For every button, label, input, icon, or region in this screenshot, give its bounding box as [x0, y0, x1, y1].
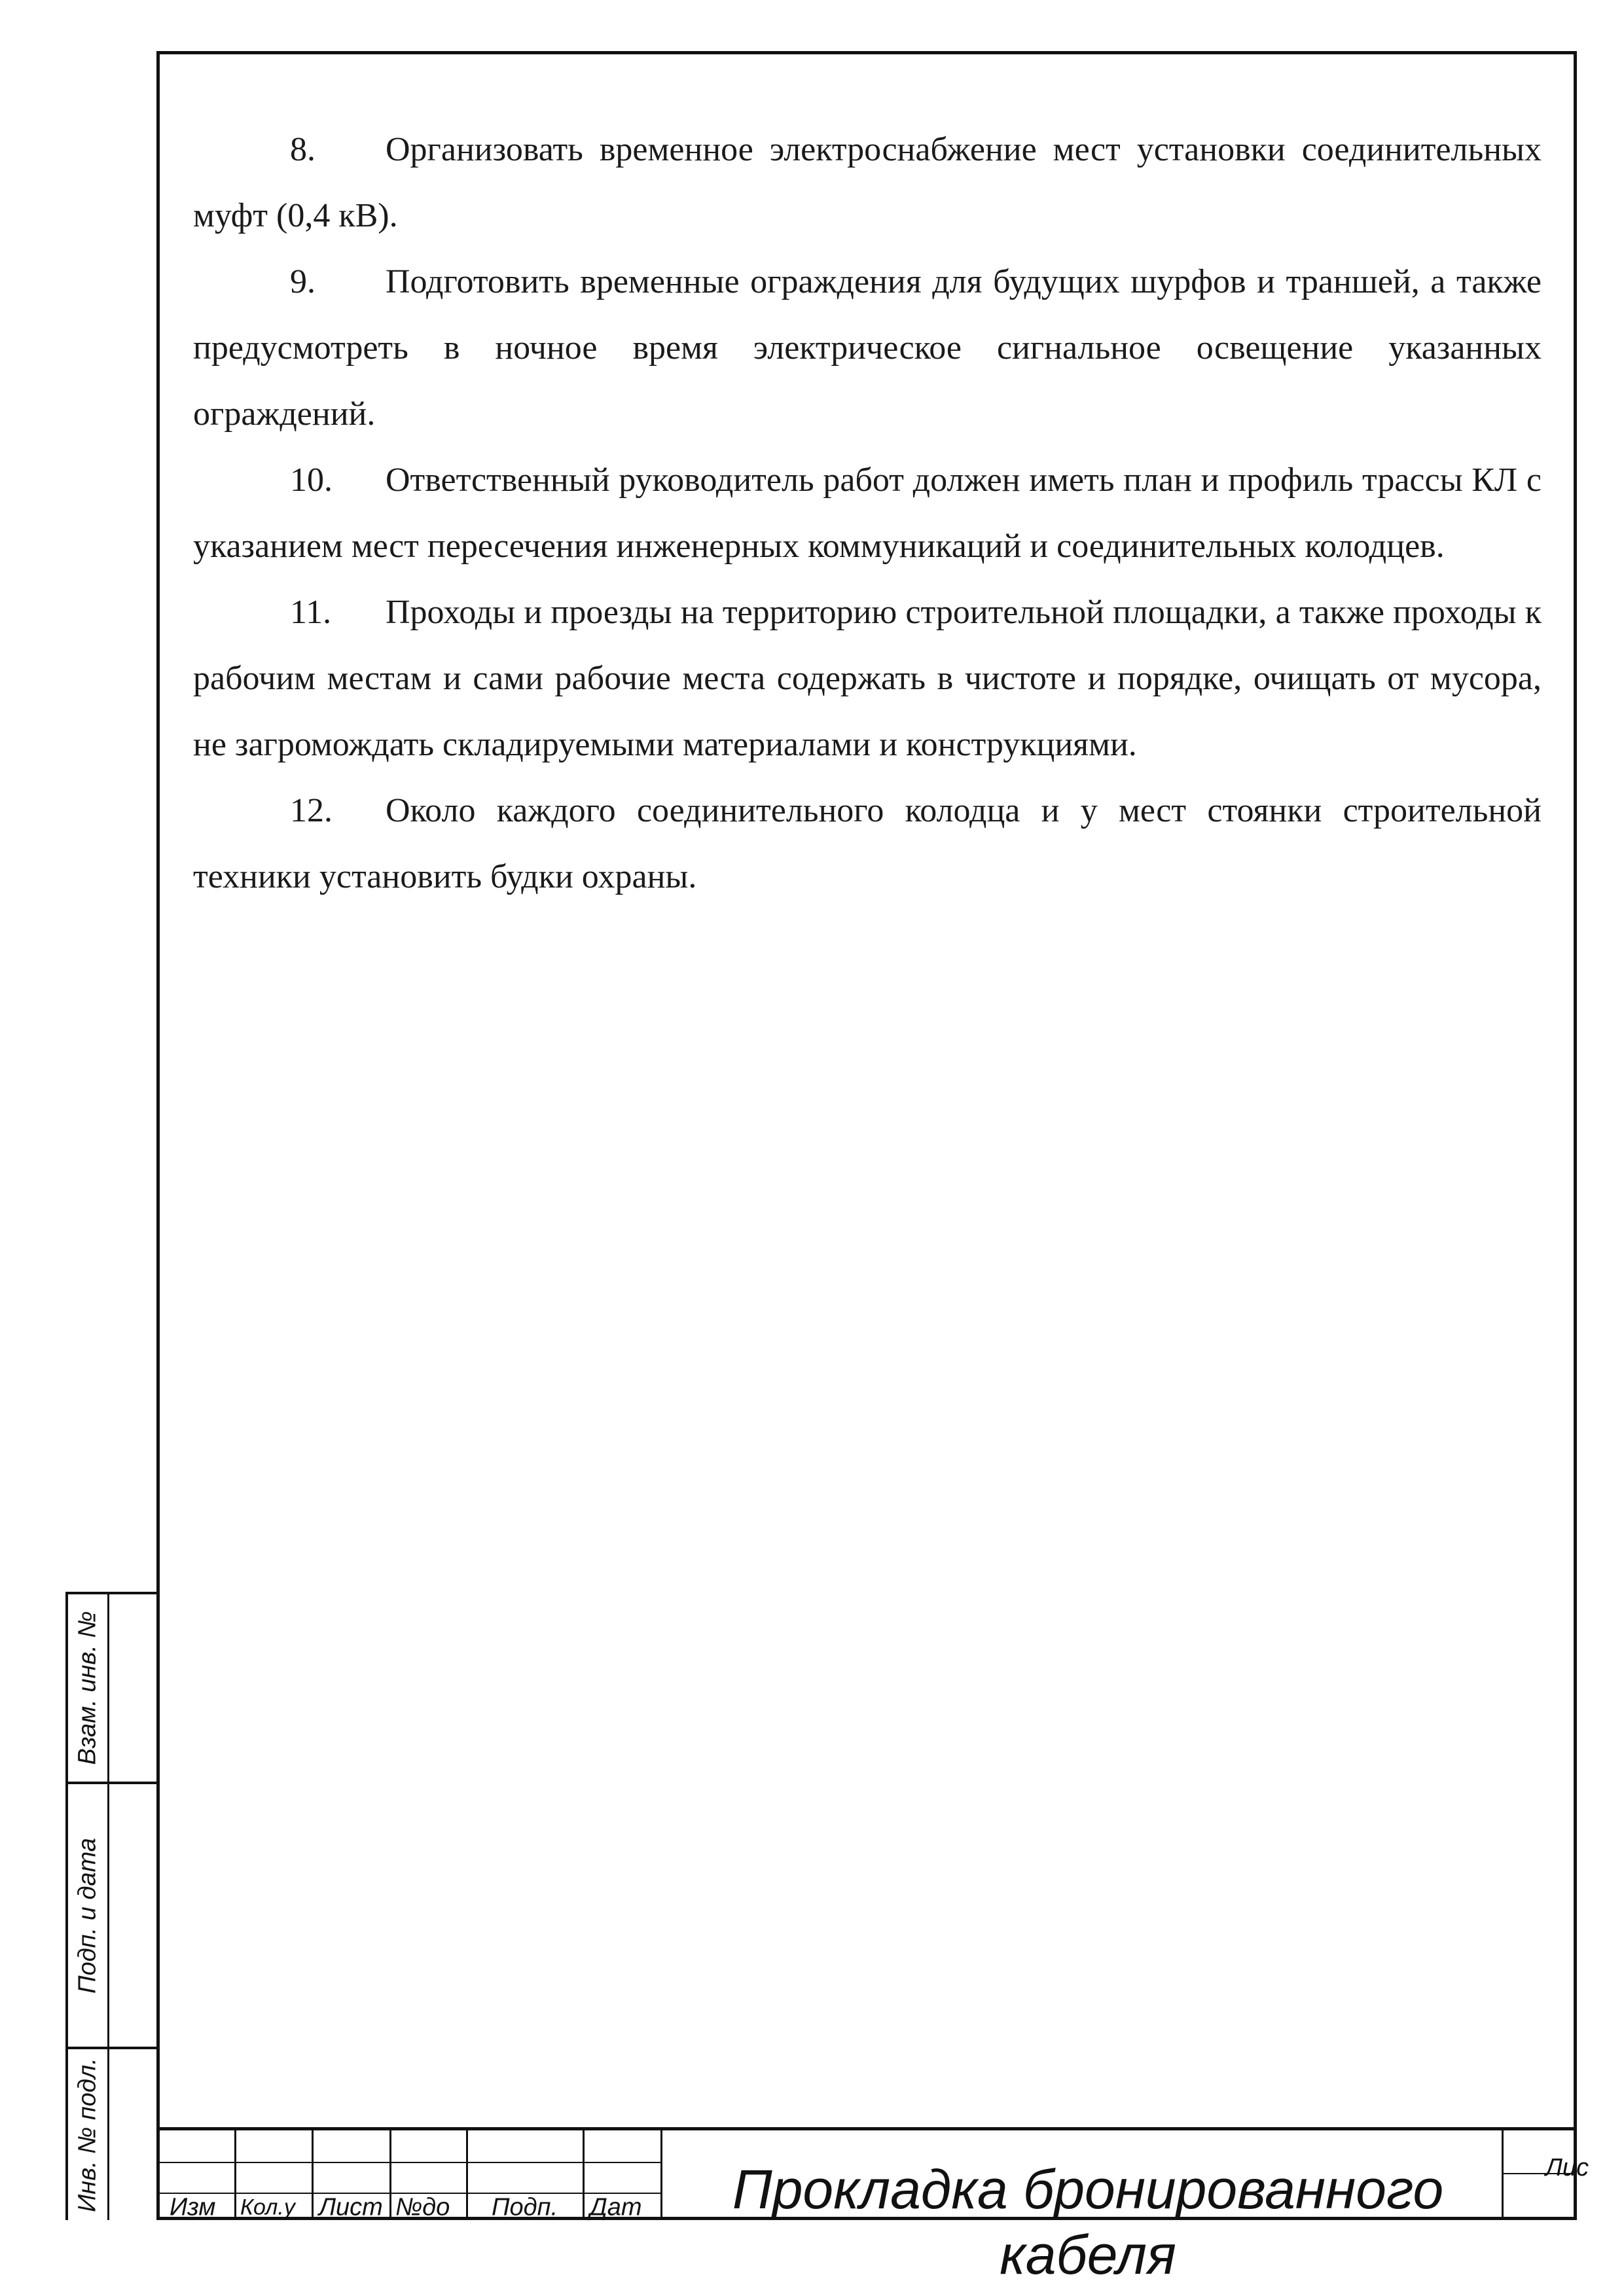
paragraph-number: 11. [290, 594, 332, 631]
paragraph-number: 10. [290, 461, 333, 499]
side-cell-inv [65, 2047, 156, 2220]
side-label-podp: Подп. и дата [73, 1837, 101, 1994]
paragraph-text: Ответственный руководитель работ должен иметь план и профиль трассы КЛ с указанием мест пересечения инженерных коммуникаций и соединительных колодцев. [193, 461, 1542, 565]
label-izm: Изм [170, 2193, 216, 2221]
side-label-vzam: Взам. инв. № [73, 1611, 101, 1765]
title-block [156, 2127, 1589, 2286]
paragraph-text: Около каждого соединительного колодца и у мест стоянки строительной техники установить будки охраны. [193, 792, 1542, 895]
document-body [193, 117, 1542, 910]
label-list: Лист [319, 2193, 383, 2221]
document-title: Прокладка бронированного кабеля [732, 2159, 1444, 2286]
label-podp: Подп. [492, 2193, 558, 2221]
label-kol: Кол.у [240, 2195, 295, 2220]
paragraph-text: Проходы и проезды на территорию строительной площадки, а также проходы к рабочим местам и сами рабочие места содержать в чистоте и порядке, очищать от мусора, не загромождать складируемыми материалами и конструкциями. [193, 594, 1542, 763]
side-label-inv: Инв. № подл. [73, 2057, 101, 2212]
paragraph-12 [193, 778, 1542, 910]
side-stamp [65, 1592, 156, 2220]
label-sheet: Лис [1545, 2154, 1589, 2181]
paragraph-number: 12. [290, 792, 333, 829]
paragraph-number: 8. [290, 131, 316, 168]
paragraph-number: 9. [290, 263, 316, 300]
side-cell-vzam [65, 1592, 156, 1782]
label-date: Дат [590, 2193, 642, 2221]
paragraph-text: Подготовить временные ограждения для будущих шурфов и траншей, а также предусмотреть в ночное время электрическое сигнальное освещение указанных ограждений. [193, 263, 1542, 433]
paragraph-text: Организовать временное электроснабжение мест установки соединительных муфт (0,4 кВ). [193, 131, 1542, 234]
side-cell-podp [65, 1782, 156, 2047]
paragraph-11 [193, 579, 1542, 778]
paragraph-8 [193, 117, 1542, 249]
paragraph-9 [193, 249, 1542, 447]
label-ndoc: №до [395, 2193, 450, 2221]
paragraph-10 [193, 447, 1542, 579]
